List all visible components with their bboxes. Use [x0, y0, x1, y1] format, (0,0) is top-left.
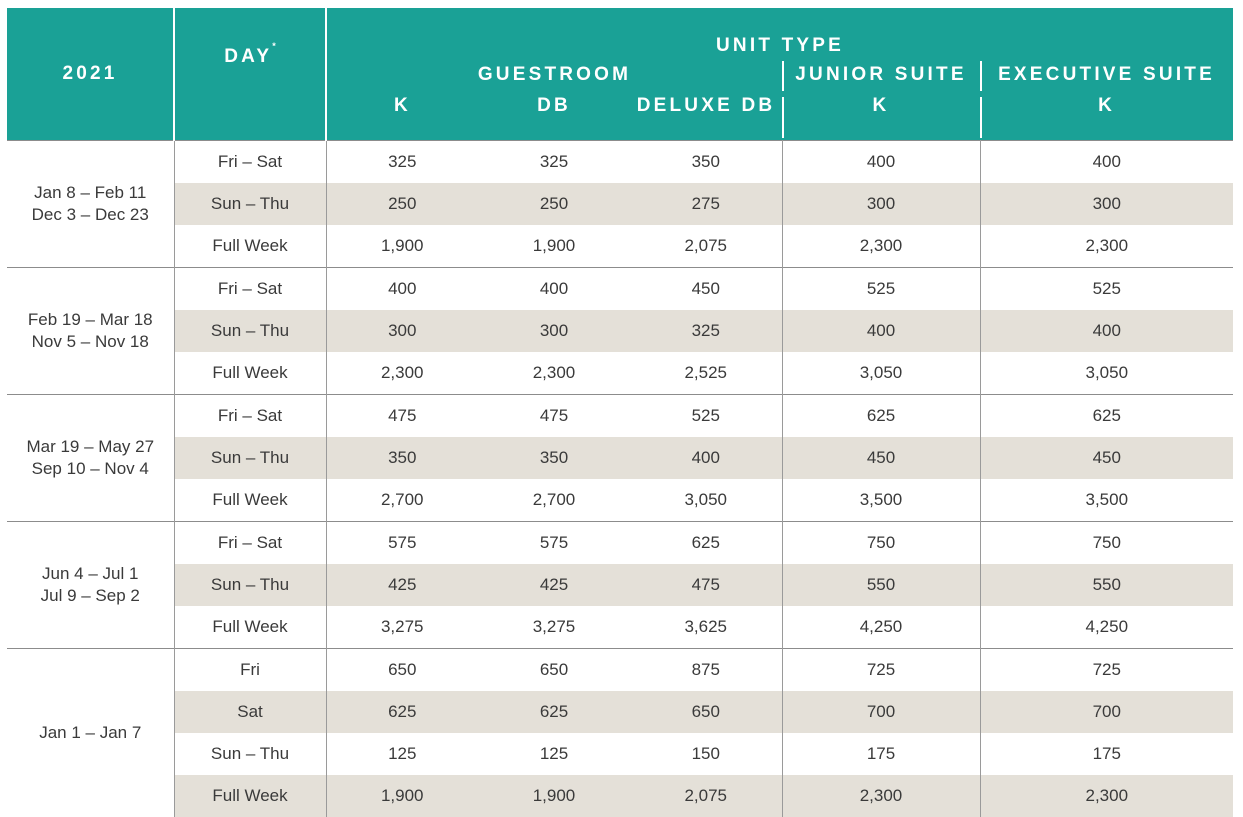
rate-cell: 550: [782, 564, 980, 606]
rate-cell: 175: [980, 733, 1233, 775]
rate-cell: 400: [630, 437, 782, 479]
rate-cell: 1,900: [326, 225, 478, 268]
junior-suite-header: JUNIOR SUITE: [782, 57, 980, 93]
rate-cell: 525: [630, 395, 782, 438]
rate-cell: 625: [326, 691, 478, 733]
day-cell: Full Week: [174, 775, 326, 817]
rate-cell: 625: [980, 395, 1233, 438]
rate-cell: 2,700: [326, 479, 478, 522]
table-row: [7, 141, 1233, 184]
rate-cell: 3,500: [980, 479, 1233, 522]
rate-cell: 125: [478, 733, 630, 775]
day-cell: Full Week: [174, 479, 326, 522]
rate-cell: 1,900: [478, 775, 630, 817]
season-date-range: Jul 9 – Sep 2: [7, 585, 174, 607]
rate-cell: 400: [980, 310, 1233, 352]
table-row: [7, 522, 1233, 565]
season-date-range: Mar 19 – May 27: [7, 436, 174, 458]
rate-cell: 300: [478, 310, 630, 352]
rate-chart: [7, 8, 1233, 817]
rate-cell: 2,300: [782, 775, 980, 817]
day-cell: Full Week: [174, 225, 326, 268]
table-header: [7, 8, 1233, 141]
rate-cell: 3,050: [782, 352, 980, 395]
day-header: DAY*: [174, 8, 326, 141]
guestroom-db-header: DB: [478, 93, 630, 140]
table-row: [7, 649, 1233, 692]
season-dates: [7, 522, 174, 649]
junior-k-header: K: [782, 93, 980, 140]
rate-cell: 475: [326, 395, 478, 438]
day-cell: Fri – Sat: [174, 268, 326, 311]
day-cell: Sun – Thu: [174, 437, 326, 479]
guestroom-k-header: K: [326, 93, 478, 140]
rate-cell: 400: [980, 141, 1233, 184]
season-date-range: Sep 10 – Nov 4: [7, 458, 174, 480]
rate-cell: 4,250: [782, 606, 980, 649]
day-cell: Sun – Thu: [174, 733, 326, 775]
table-row: [7, 352, 1233, 395]
guestroom-header: GUESTROOM: [326, 57, 782, 93]
rate-cell: 450: [630, 268, 782, 311]
rate-cell: 2,300: [980, 775, 1233, 817]
table-row: [7, 606, 1233, 649]
rate-cell: 1,900: [478, 225, 630, 268]
day-cell: Fri – Sat: [174, 395, 326, 438]
rate-cell: 400: [782, 141, 980, 184]
table-row: [7, 268, 1233, 311]
rate-cell: 250: [326, 183, 478, 225]
rate-cell: 325: [478, 141, 630, 184]
rate-cell: 325: [630, 310, 782, 352]
season-date-range: Jan 8 – Feb 11: [7, 182, 174, 204]
rate-cell: 3,275: [478, 606, 630, 649]
season-date-range: Jun 4 – Jul 1: [7, 563, 174, 585]
rate-cell: 1,900: [326, 775, 478, 817]
rate-cell: 3,275: [326, 606, 478, 649]
table-row: [7, 437, 1233, 479]
day-cell: Sat: [174, 691, 326, 733]
day-cell: Fri – Sat: [174, 522, 326, 565]
rate-cell: 650: [478, 649, 630, 692]
day-cell: Full Week: [174, 352, 326, 395]
rate-cell: 350: [478, 437, 630, 479]
unit-type-header: UNIT TYPE: [326, 8, 1233, 57]
rate-cell: 425: [478, 564, 630, 606]
rate-cell: 2,075: [630, 775, 782, 817]
rate-cell: 475: [630, 564, 782, 606]
day-cell: Sun – Thu: [174, 310, 326, 352]
rate-cell: 575: [478, 522, 630, 565]
rate-cell: 2,300: [980, 225, 1233, 268]
deluxe-db-header: DELUXE DB: [630, 93, 782, 140]
rate-cell: 300: [326, 310, 478, 352]
rate-cell: 450: [980, 437, 1233, 479]
table-row: [7, 310, 1233, 352]
rate-cell: 350: [630, 141, 782, 184]
rate-cell: 4,250: [980, 606, 1233, 649]
rate-cell: 3,050: [980, 352, 1233, 395]
rate-table: [7, 8, 1233, 817]
rate-cell: 2,525: [630, 352, 782, 395]
rate-cell: 250: [478, 183, 630, 225]
season-date-range: Nov 5 – Nov 18: [7, 331, 174, 353]
rate-cell: 3,500: [782, 479, 980, 522]
rate-cell: 2,300: [326, 352, 478, 395]
rate-cell: 525: [782, 268, 980, 311]
season-dates: [7, 141, 174, 268]
rate-cell: 625: [782, 395, 980, 438]
rate-cell: 625: [630, 522, 782, 565]
rate-cell: 750: [980, 522, 1233, 565]
table-row: [7, 775, 1233, 817]
rate-cell: 475: [478, 395, 630, 438]
table-row: [7, 691, 1233, 733]
rate-cell: 300: [980, 183, 1233, 225]
rate-cell: 725: [980, 649, 1233, 692]
table-row: [7, 564, 1233, 606]
rate-cell: 400: [782, 310, 980, 352]
rate-cell: 125: [326, 733, 478, 775]
table-row: [7, 479, 1233, 522]
rate-cell: 700: [782, 691, 980, 733]
table-row: [7, 183, 1233, 225]
rate-cell: 350: [326, 437, 478, 479]
rate-cell: 2,075: [630, 225, 782, 268]
rate-cell: 2,700: [478, 479, 630, 522]
executive-suite-header: EXECUTIVE SUITE: [980, 57, 1233, 93]
rate-cell: 325: [326, 141, 478, 184]
rate-cell: 575: [326, 522, 478, 565]
rate-cell: 400: [478, 268, 630, 311]
year-header: 2021: [7, 8, 174, 141]
season-dates: [7, 649, 174, 817]
rate-cell: 625: [478, 691, 630, 733]
rate-cell: 400: [326, 268, 478, 311]
rate-cell: 725: [782, 649, 980, 692]
rate-cell: 175: [782, 733, 980, 775]
rate-cell: 550: [980, 564, 1233, 606]
day-cell: Sun – Thu: [174, 564, 326, 606]
rate-cell: 3,625: [630, 606, 782, 649]
day-cell: Full Week: [174, 606, 326, 649]
day-cell: Sun – Thu: [174, 183, 326, 225]
rate-cell: 2,300: [478, 352, 630, 395]
table-body: [7, 141, 1233, 817]
rate-cell: 3,050: [630, 479, 782, 522]
rate-cell: 700: [980, 691, 1233, 733]
rate-cell: 150: [630, 733, 782, 775]
rate-cell: 450: [782, 437, 980, 479]
rate-cell: 875: [630, 649, 782, 692]
rate-cell: 300: [782, 183, 980, 225]
table-row: [7, 733, 1233, 775]
season-date-range: Dec 3 – Dec 23: [7, 204, 174, 226]
rate-cell: 2,300: [782, 225, 980, 268]
rate-cell: 275: [630, 183, 782, 225]
season-date-range: Feb 19 – Mar 18: [7, 309, 174, 331]
table-row: [7, 395, 1233, 438]
table-row: [7, 225, 1233, 268]
season-dates: [7, 395, 174, 522]
day-cell: Fri: [174, 649, 326, 692]
season-date-range: Jan 1 – Jan 7: [7, 722, 174, 744]
executive-k-header: K: [980, 93, 1233, 140]
rate-cell: 425: [326, 564, 478, 606]
rate-cell: 650: [630, 691, 782, 733]
day-cell: Fri – Sat: [174, 141, 326, 184]
rate-cell: 650: [326, 649, 478, 692]
rate-cell: 525: [980, 268, 1233, 311]
season-dates: [7, 268, 174, 395]
rate-cell: 750: [782, 522, 980, 565]
